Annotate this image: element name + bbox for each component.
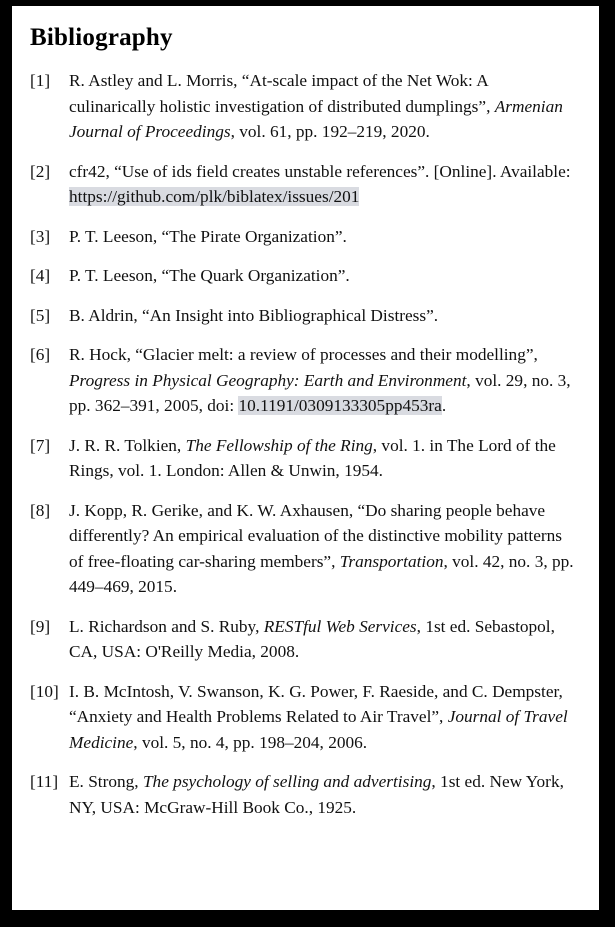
entry-text (69, 342, 577, 419)
entry-text (69, 433, 577, 484)
link-url[interactable]: https://github.com/plk/biblatex/issues/201 (69, 187, 360, 206)
entry-number: [8] (30, 500, 51, 520)
entry-number: [10] (30, 681, 59, 701)
entry-text (69, 159, 577, 210)
bibliography-list (30, 68, 577, 820)
entry-text-segment: . (441, 396, 447, 415)
entry-number: [1] (30, 71, 51, 90)
entry-text (69, 263, 577, 289)
entry-text (69, 68, 577, 145)
entry-text (69, 498, 577, 600)
entry-number: [5] (30, 305, 51, 325)
bib-entry (30, 303, 577, 329)
bib-entry (30, 159, 577, 210)
bib-entry (30, 679, 577, 756)
entry-text-segment: , vol. 5, no. 4, pp. 198–204, 2006. (133, 732, 368, 752)
entry-text-segment: R. Astley and L. Morris, “At-scale impact of the Net Wok: A culinarically holistic investigation of distributed dumplings”, (69, 71, 495, 116)
bib-entry (30, 342, 577, 419)
work-title-italic: Journal of Travel Medicine (69, 707, 568, 752)
entry-number: [7] (30, 435, 51, 455)
work-title-italic: The psychology of selling and advertising (142, 772, 432, 791)
entry-number: [4] (30, 266, 51, 285)
entry-text-segment: , vol. 29, no. 3, pp. 362–391, 2005, doi: (69, 370, 571, 415)
bib-entry (30, 224, 577, 250)
work-title-italic: The Fellowship of the Ring (185, 435, 373, 455)
entry-text-segment: , vol. 61, pp. 192–219, 2020. (230, 122, 430, 141)
entry-text (69, 679, 577, 756)
entry-text-segment: L. Richardson and S. Ruby, (69, 616, 264, 636)
entry-text-segment: E. Strong, (69, 772, 143, 791)
entry-text-segment: J. Kopp, R. Gerike, and K. W. Axhausen, “Do sharing people behave differently? An empirical evaluation of the distinctive mobility patterns of free-floating car-sharing members”, (69, 500, 563, 571)
entry-number: [6] (30, 345, 51, 364)
entry-text-segment: R. Hock, “Glacier melt: a review of processes and their modelling”, (69, 345, 538, 364)
entry-text (69, 614, 577, 665)
entry-text (69, 224, 577, 250)
bib-entry (30, 769, 577, 820)
entry-text (69, 769, 577, 820)
page-title: Bibliography (30, 24, 173, 51)
work-title-italic: Progress in Physical Geography: Earth and Environment (69, 370, 467, 390)
bib-entry (30, 614, 577, 665)
work-title-italic: Armenian Journal of Proceedings (69, 96, 563, 141)
entry-text-segment: cfr42, “Use of ids field creates unstable references”. [Online]. Available: (69, 161, 571, 181)
bib-entry (30, 263, 577, 289)
bib-entry (30, 68, 577, 145)
entry-text-segment: , 1st ed. New York, NY, USA: McGraw-Hill Book Co., 1925. (69, 772, 564, 817)
document-page (12, 6, 599, 910)
bib-entry (30, 433, 577, 484)
entry-text-segment: J. R. R. Tolkien, (69, 435, 186, 455)
entry-text-segment: , vol. 1. in The Lord of the Rings, vol. 1. London: Allen & Unwin, 1954. (69, 435, 556, 480)
entry-number: [3] (30, 226, 51, 246)
entry-number: [11] (30, 772, 59, 791)
entry-text-segment: I. B. McIntosh, V. Swanson, K. G. Power, F. Raeside, and C. Dempster, “Anxiety and Health Problems Related to Air Travel”, (69, 681, 563, 726)
entry-text-segment: , vol. 42, no. 3, pp. 449–469, 2015. (69, 551, 574, 596)
entry-text-segment: B. Aldrin, “An Insight into Bibliographical Distress”. (69, 305, 439, 325)
work-title-italic: Transportation (339, 551, 444, 571)
link-url[interactable]: 10.1191/0309133305pp453ra (238, 396, 442, 415)
entry-number: [2] (30, 161, 51, 181)
entry-text-segment: , 1st ed. Sebastopol, CA, USA: O'Reilly Media, 2008. (69, 616, 555, 661)
entry-text (69, 303, 577, 329)
bib-entry (30, 498, 577, 600)
entry-text-segment: P. T. Leeson, “The Pirate Organization”. (69, 226, 347, 246)
entry-number: [9] (30, 616, 51, 636)
work-title-italic: RESTful Web Services (263, 616, 417, 636)
entry-text-segment: P. T. Leeson, “The Quark Organization”. (69, 266, 350, 285)
